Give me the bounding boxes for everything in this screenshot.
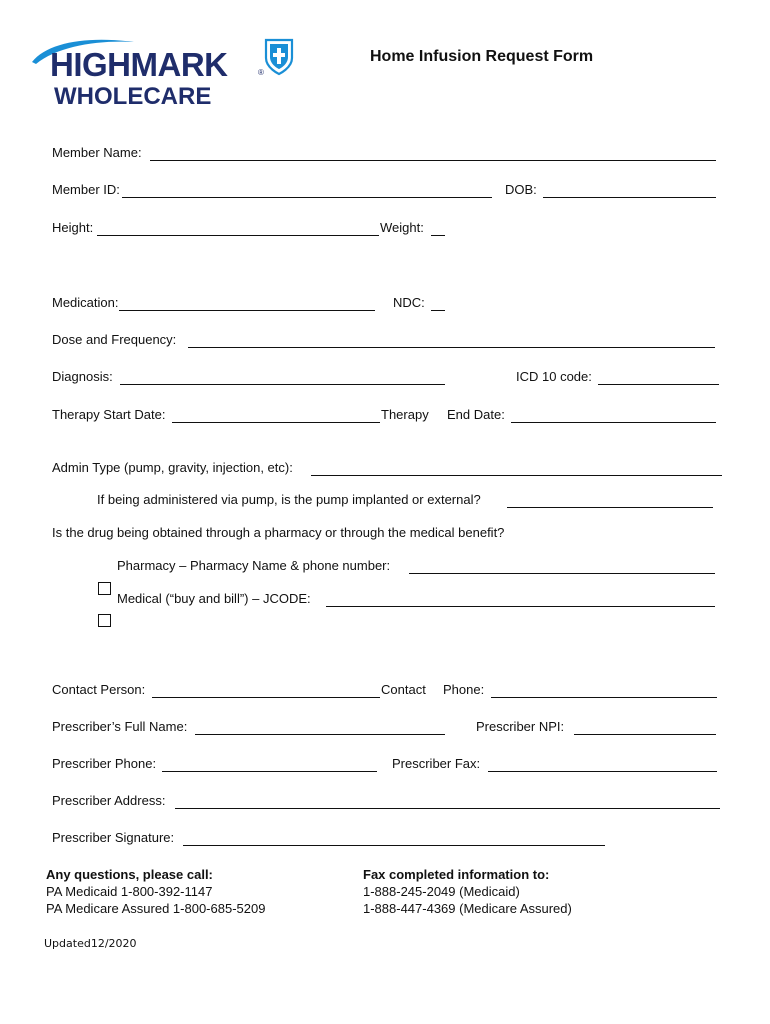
therapy-end-label-b: End Date: <box>447 407 505 422</box>
member-id-label: Member ID: <box>52 182 120 197</box>
contact-phone-label-b: Phone: <box>443 682 485 697</box>
therapy-start-label: Therapy Start Date: <box>52 407 166 422</box>
ndc-label: NDC: <box>393 295 425 310</box>
fax-medicare-number: 1-888-447-4369 (Medicare Assured) <box>363 901 572 916</box>
logo-brand-text: HIGHMARK <box>50 46 228 83</box>
prescriber-phone-field[interactable] <box>162 755 377 772</box>
blue-cross-blue-shield-icon <box>264 38 294 76</box>
drug-source-question: Is the drug being obtained through a pharmacy or through the medical benefit? <box>52 525 505 540</box>
pump-question-label: If being administered via pump, is the pump implanted or external? <box>97 492 481 507</box>
pharmacy-field[interactable] <box>409 557 715 574</box>
therapy-end-field[interactable] <box>511 406 716 423</box>
pharmacy-label: Pharmacy – Pharmacy Name & phone number: <box>117 558 391 573</box>
highmark-wholecare-logo <box>28 36 298 114</box>
medical-checkbox[interactable] <box>98 614 111 627</box>
medical-label: Medical (“buy and bill”) – JCODE: <box>117 591 311 606</box>
medication-field[interactable] <box>119 294 375 311</box>
height-field[interactable] <box>97 219 379 236</box>
height-label: Height: <box>52 220 94 235</box>
weight-field[interactable] <box>431 219 445 236</box>
prescriber-fax-label: Prescriber Fax: <box>392 756 481 771</box>
dose-frequency-label: Dose and Frequency: <box>52 332 177 347</box>
prescriber-address-field[interactable] <box>175 792 720 809</box>
questions-medicaid-phone: PA Medicaid 1-800-392-1147 <box>46 884 213 899</box>
prescriber-npi-field[interactable] <box>574 718 716 735</box>
ndc-field[interactable] <box>431 294 445 311</box>
prescriber-fax-field[interactable] <box>488 755 717 772</box>
therapy-end-label-a: Therapy <box>381 407 429 422</box>
diagnosis-label: Diagnosis: <box>52 369 113 384</box>
prescriber-address-label: Prescriber Address: <box>52 793 166 808</box>
prescriber-npi-label: Prescriber NPI: <box>476 719 565 734</box>
prescriber-phone-label: Prescriber Phone: <box>52 756 157 771</box>
dob-field[interactable] <box>543 181 716 198</box>
form-title: Home Infusion Request Form <box>370 48 594 65</box>
member-name-label: Member Name: <box>52 145 142 160</box>
pharmacy-checkbox[interactable] <box>98 582 111 595</box>
prescriber-name-field[interactable] <box>195 718 445 735</box>
member-name-field[interactable] <box>150 144 716 161</box>
logo-registered-mark: ® <box>258 68 264 77</box>
admin-type-field[interactable] <box>311 459 722 476</box>
medical-jcode-field[interactable] <box>326 590 715 607</box>
questions-medicare-phone: PA Medicare Assured 1-800-685-5209 <box>46 901 266 916</box>
member-id-field[interactable] <box>122 181 492 198</box>
diagnosis-field[interactable] <box>120 368 445 385</box>
dob-label: DOB: <box>505 182 537 197</box>
questions-heading: Any questions, please call: <box>46 867 213 882</box>
pump-question-field[interactable] <box>507 491 713 508</box>
fax-medicaid-number: 1-888-245-2049 (Medicaid) <box>363 884 520 899</box>
admin-type-label: Admin Type (pump, gravity, injection, etc): <box>52 460 293 475</box>
prescriber-signature-label: Prescriber Signature: <box>52 830 175 845</box>
prescriber-signature-field[interactable] <box>183 829 605 846</box>
contact-phone-field[interactable] <box>491 681 717 698</box>
weight-label: Weight: <box>380 220 424 235</box>
icd10-field[interactable] <box>598 368 719 385</box>
dose-frequency-field[interactable] <box>188 331 715 348</box>
logo-sub-text: WHOLECARE <box>54 83 212 110</box>
prescriber-name-label: Prescriber’s Full Name: <box>52 719 188 734</box>
contact-phone-label-a: Contact <box>381 682 426 697</box>
contact-person-label: Contact Person: <box>52 682 146 697</box>
contact-person-field[interactable] <box>152 681 380 698</box>
updated-date: Updated12/2020 <box>44 937 137 950</box>
medication-label: Medication: <box>52 295 119 310</box>
therapy-start-field[interactable] <box>172 406 380 423</box>
icd10-label: ICD 10 code: <box>516 369 592 384</box>
fax-heading: Fax completed information to: <box>363 867 550 882</box>
